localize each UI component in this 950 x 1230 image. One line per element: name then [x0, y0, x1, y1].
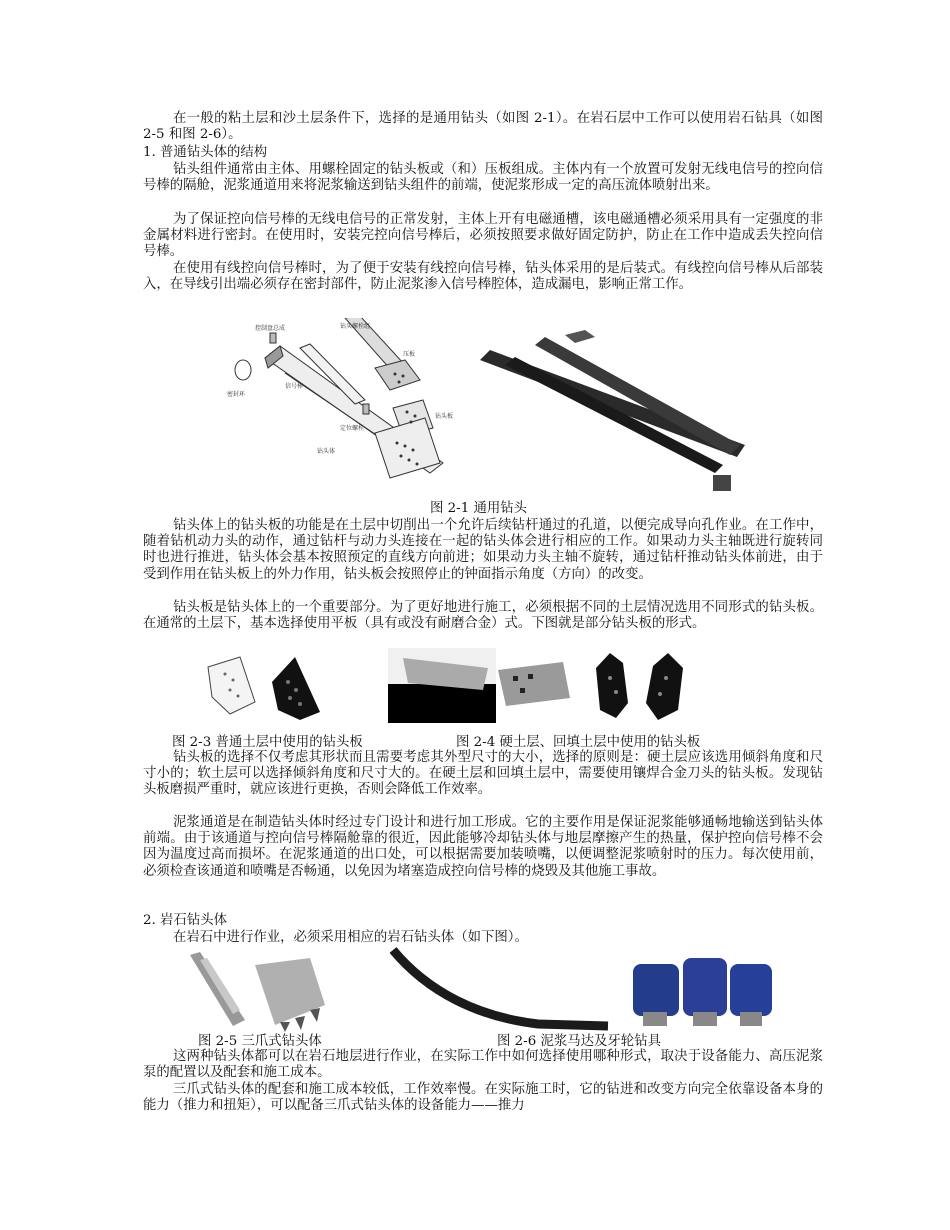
- hard-soil-drill-plates: [388, 648, 698, 723]
- figure-2-4-caption: 图 2-4 硬土层、回填土层中使用的钻头板: [456, 735, 701, 750]
- paragraph-three-claw: 三爪式钻头体的配套和施工成本较低，工作效率慢。在实际施工时，它的钻进和改变方向完全依靠设备本身的能力（推力和扭矩），可以配备三爪式钻头体的设备能力——推力: [143, 1082, 823, 1114]
- paragraph-signal: 为了保证控向信号棒的无线电信号的正常发射，主体上开有电磁通槽，该电磁通槽必须采用具有一定强度的非金属材料进行密封。在使用时，安装完控向信号棒后，必须按照要求做好固定防护，防止在工作中造成丢失控向信号棒。: [143, 212, 823, 260]
- flat-drill-plates: [200, 652, 330, 722]
- figure-2-1-diagram: [225, 318, 475, 498]
- paragraph-wired: 在使用有线控向信号棒时，为了便于安装有线控向信号棒，钻头体采用的是后装式。有线控向信号棒从后部装入，在导线引出端必须存在密封部件，防止泥浆渗入信号棒腔体，造成漏电，影响正常工作。: [143, 261, 823, 293]
- mud-motor-roller-bits-photo: [388, 942, 793, 1035]
- figure-2-4-image: [388, 648, 698, 723]
- figure-2-1-photo: [475, 325, 745, 500]
- figure-2-5-image: [185, 950, 330, 1032]
- paragraph-drill-plate-function: 钻头体上的钻头板的功能是在土层中切削出一个允许后续钻杆通过的孔道，以便完成导向孔作业。在工作中，随着钻机动力头的动作，通过钻杆与动力头连接在一起的钻头体会进行相应的工作。如果动力头主轴既进行旋转同时也进行推进，钻头体会基本按照预定的直线方向前进；如果动力头主轴不旋转，通过钻杆推动钻头体前进，由于受到作用在钻头板上的外力作用，钻头板会按照停止的钟面指示角度（方向）的改变。: [143, 518, 823, 582]
- figure-2-1-caption: 图 2-1 通用钻头: [430, 501, 528, 516]
- paragraph-rock-intro: 在岩石中进行作业，必须采用相应的岩石钻头体（如下图）。: [173, 930, 528, 945]
- paragraph-intro: 在一般的粘土层和沙土层条件下，选择的是通用钻头（如图 2-1）。在岩石层中工作可以使用岩石钻具（如图 2-5 和图 2-6）。: [143, 111, 823, 143]
- paragraph-drill-plate-types: 钻头板是钻头体上的一个重要部分。为了更好地进行施工，必须根据不同的土层情况选用不同形式的钻头板。在通常的土层下，基本选择使用平板（具有或没有耐磨合金）式。下图就是部分钻头板的形式。: [143, 600, 823, 632]
- paragraph-structure: 钻头组件通常由主体、用螺栓固定的钻头板或（和）压板组成。主体内有一个放置可发射无线电信号的控向信号棒的隔舱，泥浆通道用来将泥浆输送到钻头组件的前端，使泥浆形成一定的高压流体喷射出来。: [143, 162, 823, 194]
- figure-2-3-image: [200, 652, 330, 722]
- label-drill-body: 钻头体: [317, 448, 336, 455]
- label-seal-ring: 密封环: [227, 391, 246, 398]
- drill-head-photo: [475, 325, 745, 500]
- label-locating-bolt: 定位螺栓: [340, 425, 365, 432]
- section-heading-2: 2. 岩石钻头体: [143, 913, 227, 928]
- section-heading-1: 1. 普通钻头体的结构: [143, 145, 268, 160]
- figure-2-3-caption: 图 2-3 普通土层中使用的钻头板: [172, 735, 363, 750]
- paragraph-mud-channel: 泥浆通道是在制造钻头体时经过专门设计和进行加工形成。它的主要作用是保证泥浆能够通畅地输送到钻头体前端。由于该通道与控向信号棒隔舱靠的很近，因此能够冷却钻头体与地层摩擦产生的热量，保护控向信号棒不会因为温度过高而损坏。在泥浆通道的出口处，可以根据需要加装喷嘴，以便调整泥浆喷射时的压力。每次使用前，必须检查该通道和喷嘴是否畅通，以免因为堵塞造成控向信号棒的烧毁及其他施工事故。: [143, 815, 823, 879]
- paragraph-plate-selection: 钻头板的选择不仅考虑其形状而且需要考虑其外型尺寸的大小，选择的原则是：硬土层应该选用倾斜角度和尺寸小的；软土层可以选择倾斜角度和尺寸大的。在硬土层和回填土层中，需要使用镶焊合金刀头的钻头板。发现钻头板磨损严重时，就应该进行更换，否则会降低工作效率。: [143, 750, 823, 798]
- drill-exploded-view: [225, 318, 475, 498]
- label-drill-plate: 钻头板: [435, 413, 454, 420]
- figure-2-6-caption: 图 2-6 泥浆马达及牙轮钻具: [497, 1034, 661, 1049]
- figure-2-6-image: [388, 942, 793, 1035]
- three-claw-drill-photo: [185, 950, 330, 1032]
- figure-2-5-caption: 图 2-5 三爪式钻头体: [198, 1034, 322, 1049]
- label-signal-rod: 信号棒: [285, 383, 304, 390]
- paragraph-selection-factors: 这两种钻头体都可以在岩石地层进行作业，在实际工作中如何选择使用哪种形式，取决于设备能力、高压泥浆泵的配置以及配套和施工成本。: [143, 1049, 823, 1081]
- label-bolt-group: 钻头螺栓组: [340, 323, 371, 330]
- label-press-plate: 压板: [403, 351, 416, 358]
- label-control-disk: 控制盘总成: [255, 325, 286, 332]
